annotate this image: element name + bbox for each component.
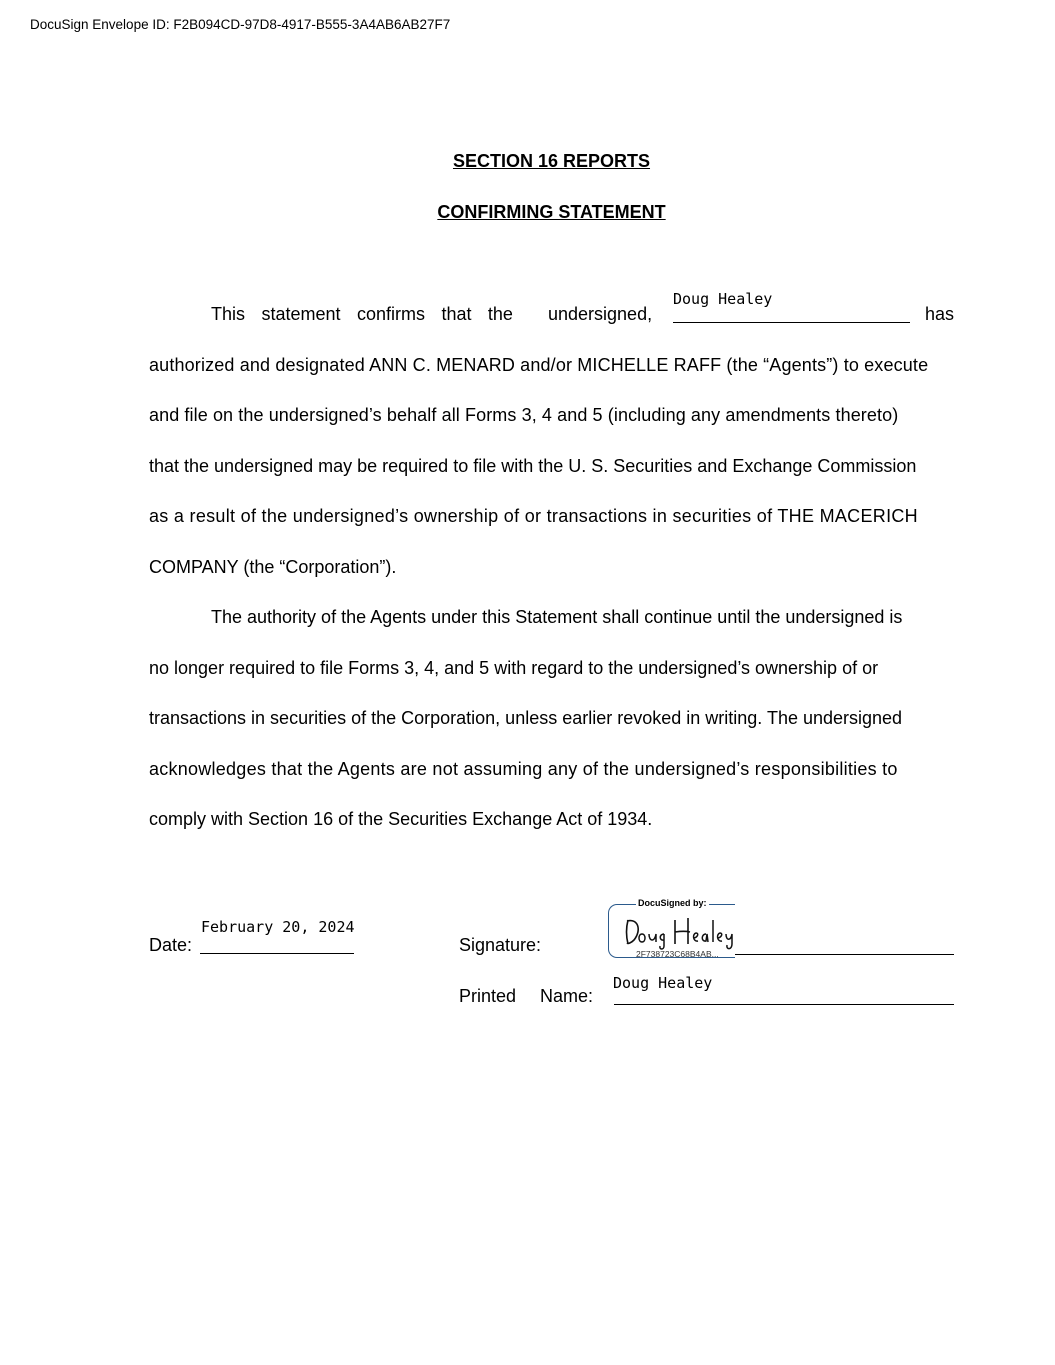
word: confirms (356, 304, 425, 324)
date-value: February 20, 2024 (201, 918, 355, 936)
handwritten-signature (620, 912, 735, 952)
paragraph1-line3: and file on the undersigned’s behalf all Forms 3, 4 and 5 (including any amendments thereto) (149, 405, 899, 425)
paragraph1-line2: authorized and designated ANN C. MENARD and/or MICHELLE RAFF (the “Agents”) to execute (149, 355, 929, 375)
signature-hash: 2F738723C68B4AB... (636, 949, 719, 959)
statement-title: CONFIRMING STATEMENT (437, 202, 666, 222)
name-underline (673, 322, 910, 323)
word: statement (261, 304, 341, 324)
word-undersigned: undersigned, (548, 304, 653, 324)
name-label: Name: (540, 986, 594, 1006)
word-has: has (925, 304, 955, 324)
docusigned-by-label: DocuSigned by: (638, 898, 707, 908)
paragraph1-line6: COMPANY (the “Corporation”). (149, 557, 397, 577)
section-title: SECTION 16 REPORTS (452, 151, 651, 171)
word: This (211, 304, 246, 324)
paragraph1-line5: as a result of the undersigned’s ownership of or transactions in securities of THE MACERICH (149, 506, 918, 526)
paragraph2-line5: comply with Section 16 of the Securities Exchange Act of 1934. (149, 809, 653, 829)
paragraph2-line1: The authority of the Agents under this Statement shall continue until the undersigned is (211, 607, 903, 627)
word: that (441, 304, 472, 324)
date-underline (200, 953, 354, 954)
word: the (487, 304, 513, 324)
paragraph1-line1-start (211, 302, 513, 326)
undersigned-name-field: Doug Healey (673, 290, 773, 308)
printed-label: Printed (459, 986, 517, 1006)
paragraph2-line4: acknowledges that the Agents are not assuming any of the undersigned’s responsibilities to (149, 759, 898, 779)
date-label: Date: (149, 935, 193, 955)
printed-name-value: Doug Healey (613, 974, 713, 992)
printed-name-underline (614, 1004, 954, 1005)
envelope-id: DocuSign Envelope ID: F2B094CD-97D8-4917-B555-3A4AB6AB27F7 (30, 17, 451, 32)
paragraph2-line2: no longer required to file Forms 3, 4, and 5 with regard to the undersigned’s ownership of or (149, 658, 879, 678)
signature-underline (735, 954, 954, 955)
paragraph2-line3: transactions in securities of the Corporation, unless earlier revoked in writing. The undersigned (149, 708, 903, 728)
signature-label: Signature: (459, 935, 542, 955)
paragraph1-line4: that the undersigned may be required to file with the U. S. Securities and Exchange Commission (149, 456, 917, 476)
